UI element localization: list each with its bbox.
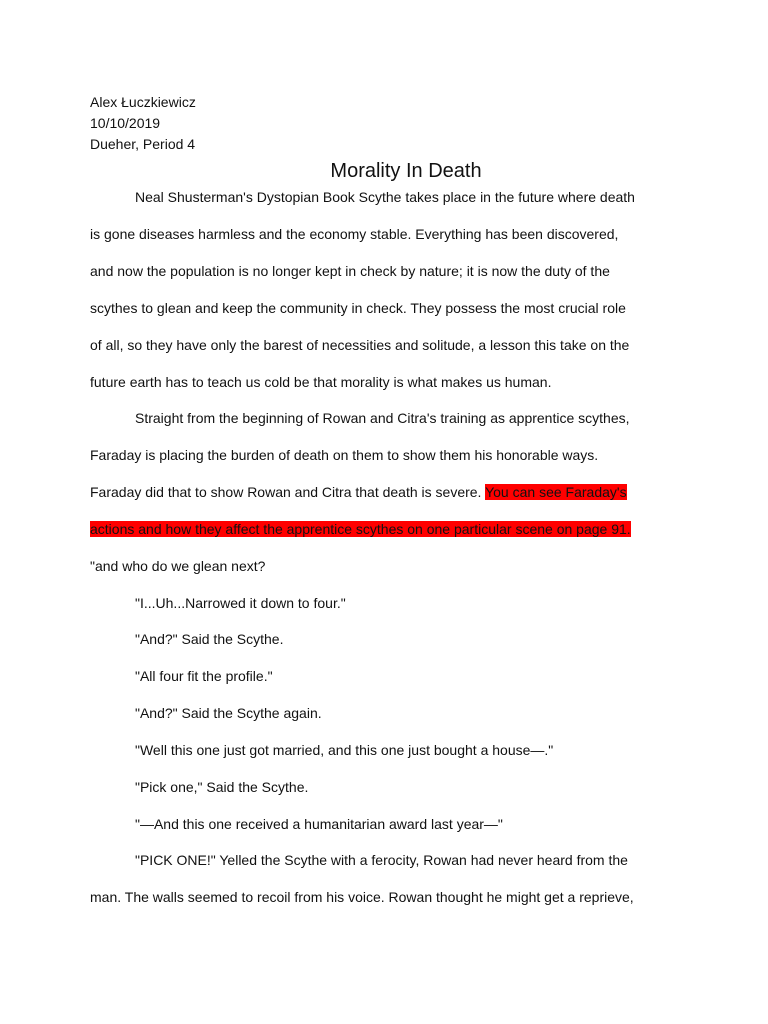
body-line: and now the population is no longer kept in check by nature; it is now the duty of the (90, 263, 610, 279)
body-text: Faraday did that to show Rowan and Citra that death is severe. (90, 484, 482, 500)
body-line: man. The walls seemed to recoil from his voice. Rowan thought he might get a reprieve, (90, 889, 634, 905)
body-line: scythes to glean and keep the community in check. They possess the most crucial role (90, 300, 626, 316)
body-line: Neal Shusterman's Dystopian Book Scythe takes place in the future where death (135, 189, 635, 205)
body-line (90, 482, 627, 502)
body-line: "and who do we glean next? (90, 558, 266, 574)
body-line: future earth has to teach us cold be that morality is what makes us human. (90, 374, 552, 390)
body-line (90, 519, 631, 539)
dialogue-line: "All four fit the profile." (135, 668, 273, 684)
dialogue-line: "—And this one received a humanitarian award last year—" (135, 816, 503, 832)
highlighted-text: actions and how they affect the apprentice scythes on one particular scene on page 91. (90, 521, 631, 537)
dialogue-line: "And?" Said the Scythe. (135, 631, 284, 647)
dialogue-line: "Well this one just got married, and this one just bought a house—." (135, 742, 554, 758)
dialogue-line: "I...Uh...Narrowed it down to four." (135, 595, 346, 611)
body-line: Faraday is placing the burden of death on them to show them his honorable ways. (90, 447, 599, 463)
essay-date: 10/10/2019 (90, 115, 161, 131)
body-line: is gone diseases harmless and the economy stable. Everything has been discovered, (90, 226, 619, 242)
body-line: of all, so they have only the barest of necessities and solitude, a lesson this take on the (90, 337, 630, 353)
dialogue-line: "And?" Said the Scythe again. (135, 705, 322, 721)
dialogue-line: "PICK ONE!" Yelled the Scythe with a ferocity, Rowan had never heard from the (135, 852, 628, 868)
class-info: Dueher, Period 4 (90, 136, 196, 152)
highlighted-text: You can see Faraday's (485, 484, 627, 500)
dialogue-line: "Pick one," Said the Scythe. (135, 779, 309, 795)
essay-title: Morality In Death (330, 160, 482, 182)
author-name: Alex Łuczkiewicz (90, 94, 196, 110)
body-line: Straight from the beginning of Rowan and Citra's training as apprentice scythes, (135, 410, 630, 426)
